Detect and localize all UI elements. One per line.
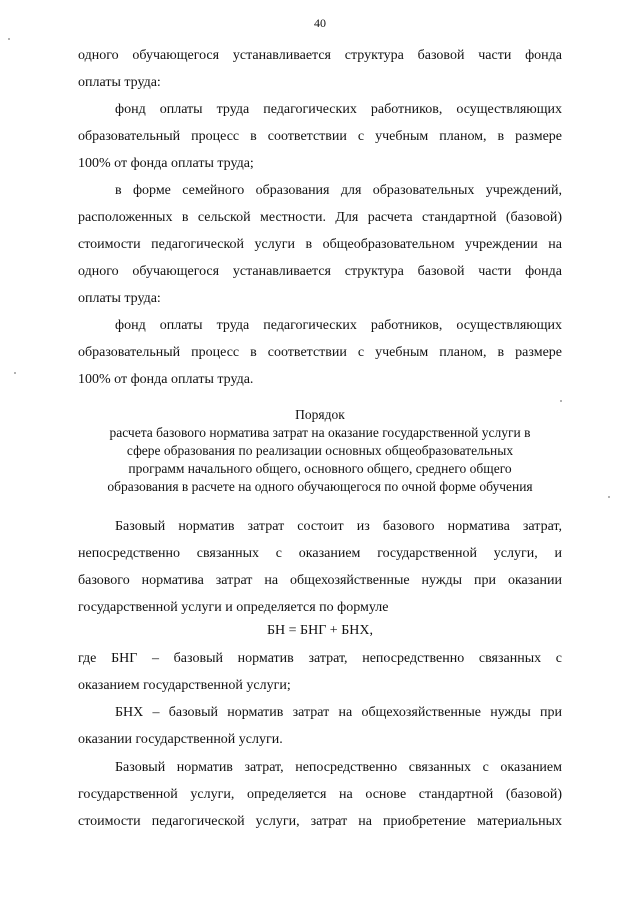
section-heading-line: образования в расчете на одного обучающегося по очной форме обучения — [107, 479, 533, 494]
body-line: оплаты труда: — [78, 291, 161, 306]
body-line: расположенных в сельской местности. Для расчета стандартной (базовой) — [78, 210, 562, 225]
body-line: образовательный процесс в соответствии с учебным планом, в размере — [78, 345, 562, 360]
body-line: одного обучающегося устанавливается структура базовой части фонда — [78, 48, 562, 63]
body-line: оплаты труда: — [78, 75, 161, 90]
body-line: где БНГ – базовый норматив затрат, непосредственно связанных с — [78, 651, 562, 666]
body-line: БНХ – базовый норматив затрат на общехозяйственные нужды при — [115, 705, 562, 720]
section-heading-line: сфере образования по реализации основных общеобразовательных — [126, 443, 514, 458]
body-line: 100% от фонда оплаты труда. — [78, 372, 254, 387]
body-line: в форме семейного образования для образовательных учреждений, — [115, 183, 562, 198]
body-line: Базовый норматив затрат, непосредственно связанных с оказанием — [115, 760, 562, 775]
body-line: государственной услуги и определяется по формуле — [78, 600, 389, 615]
body-line: оказанием государственной услуги; — [78, 678, 291, 693]
formula: БН = БНГ + БНХ, — [267, 623, 373, 638]
body-line: фонд оплаты труда педагогических работников, осуществляющих — [115, 318, 562, 333]
scan-speck — [8, 38, 10, 40]
body-line: 100% от фонда оплаты труда; — [78, 156, 254, 171]
scan-speck — [560, 400, 562, 402]
body-line: одного обучающегося устанавливается структура базовой части фонда — [78, 264, 562, 279]
body-line: фонд оплаты труда педагогических работников, осуществляющих — [115, 102, 562, 117]
scan-speck — [14, 372, 16, 374]
body-line: образовательный процесс в соответствии с учебным планом, в размере — [78, 129, 562, 144]
scan-speck — [608, 496, 610, 498]
body-line: государственной услуги, определяется на основе стандартной (базовой) — [78, 787, 562, 802]
section-heading-title: Порядок — [295, 407, 345, 422]
page-number: 40 — [314, 16, 326, 30]
body-line: стоимости педагогической услуги в общеобразовательном учреждении на — [78, 237, 562, 252]
section-heading-line: программ начального общего, основного общего, среднего общего — [128, 461, 512, 476]
body-line: оказании государственной услуги. — [78, 732, 283, 747]
body-line: стоимости педагогической услуги, затрат на приобретение материальных — [78, 814, 562, 829]
body-line: Базовый норматив затрат состоит из базового норматива затрат, — [115, 519, 562, 534]
section-heading-line: расчета базового норматива затрат на оказание государственной услуги в — [109, 425, 531, 440]
body-line: непосредственно связанных с оказанием государственной услуги, и — [78, 546, 562, 561]
body-line: базового норматива затрат на общехозяйственные нужды при оказании — [78, 573, 562, 588]
